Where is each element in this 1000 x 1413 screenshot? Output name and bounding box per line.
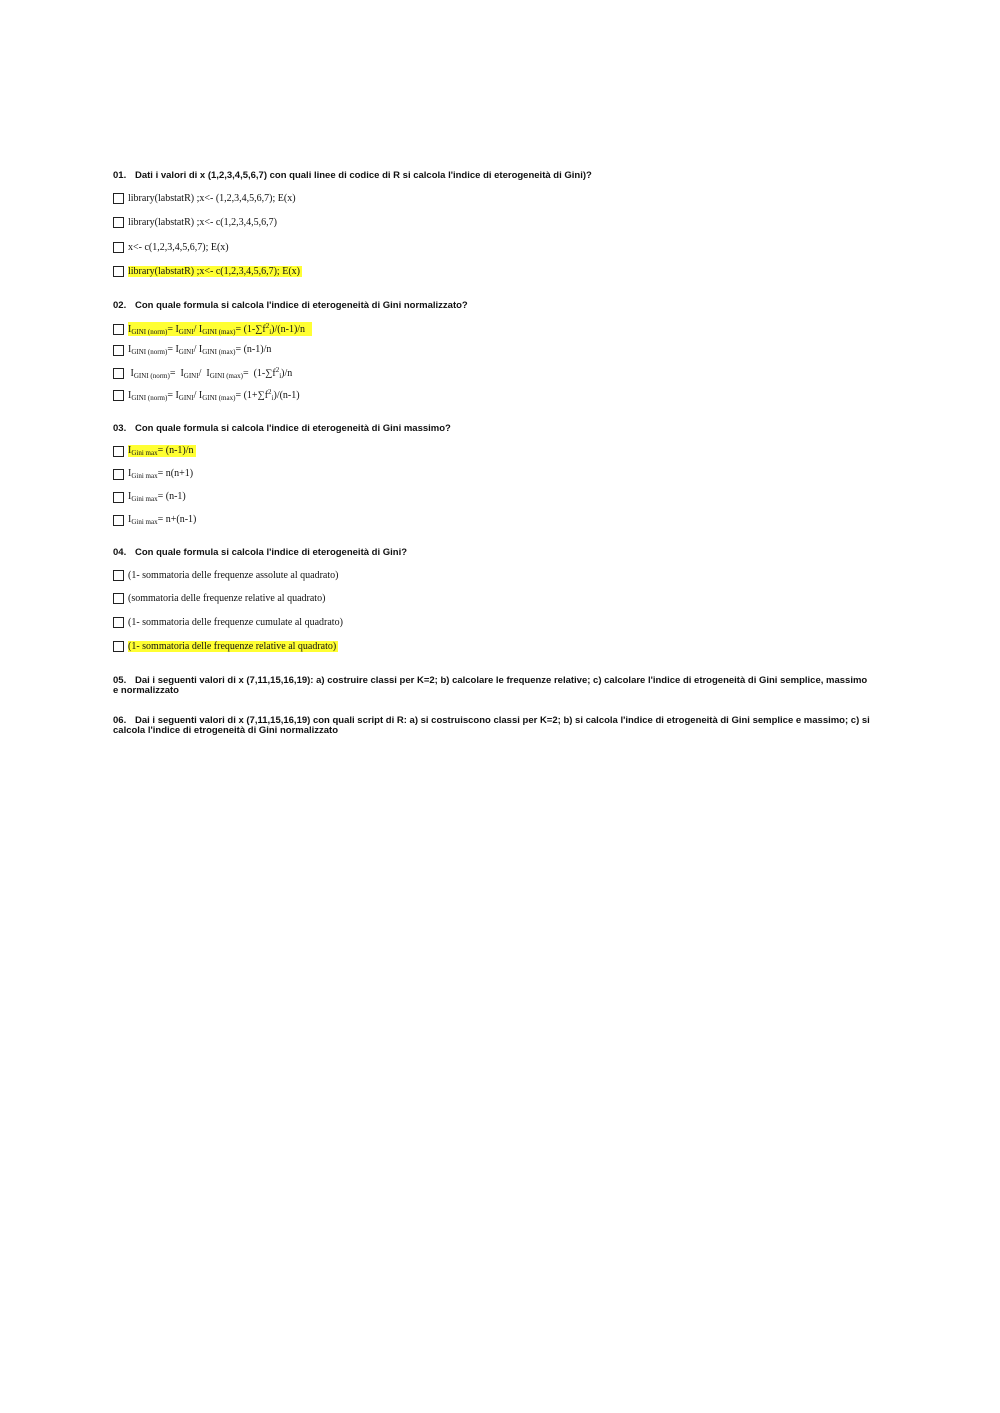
checkbox[interactable] [113, 492, 124, 503]
checkbox[interactable] [113, 266, 124, 277]
formula-text: $I_{GINI (norm)}= I_{GINI}/$ $I_{GINI (max)}= (n-1)/n$ [128, 344, 272, 356]
question-04 [113, 548, 873, 558]
checkbox[interactable] [113, 345, 124, 356]
q2-option-a[interactable] [113, 322, 312, 336]
q1-option-d[interactable] [113, 264, 302, 278]
question-text: Dai i seguenti valori di x (7,11,15,16,19): a) costruire classi per K=2; b) calcolare le frequenze relative; c) calcolare l'indice di etrogeneità di Gini semplice, massimo e normalizzato [113, 675, 868, 696]
option-text: (1- sommatoria delle frequenze cumulate al quadrato) [128, 616, 343, 628]
question-text: Dai i seguenti valori di x (7,11,15,16,19) con quali script di R: a) si costruiscono classi per K=2; b) si calcola l'indice di etrogeneità di Gini semplice e massimo; c) si calcola l'indice di etrogeneità di Gini normalizzato [113, 715, 870, 736]
checkbox[interactable] [113, 446, 124, 457]
checkbox[interactable] [113, 570, 124, 581]
checkbox[interactable] [113, 368, 124, 379]
checkbox[interactable] [113, 593, 124, 604]
q1-option-a[interactable] [113, 191, 298, 205]
option-text: (sommatoria delle frequenze relative al quadrato) [128, 592, 326, 604]
q4-option-b[interactable] [113, 591, 327, 605]
checkbox[interactable] [113, 242, 124, 253]
checkbox[interactable] [113, 217, 124, 228]
checkbox[interactable] [113, 515, 124, 526]
checkbox[interactable] [113, 617, 124, 628]
q4-option-c[interactable] [113, 615, 345, 629]
formula-text: $I_{Gini max}= n(n+1)$ [128, 468, 194, 480]
question-01 [113, 171, 873, 181]
formula-text: $I_{GINI (norm)}= I_{GINI}/$ $I_{GINI (max)}= (1+\sum f^2_i)/(n-1)$ [128, 388, 300, 402]
question-number: 01. [113, 170, 127, 181]
formula-text-highlighted: $I_{Gini max}= (n-1)/n$ [128, 445, 194, 457]
question-text: Con quale formula si calcola l'indice di eterogeneità di Gini? [135, 547, 408, 558]
q2-option-c[interactable] [113, 366, 294, 380]
formula-text: $I_{GINI (norm)}= I_{GINI}/$ $I_{GINI (max)}= (1-\sum f^2_i)/n$ [130, 366, 293, 380]
q2-option-b[interactable] [113, 343, 273, 357]
checkbox[interactable] [113, 641, 124, 652]
formula-text: $I_{Gini max}= n+(n-1)$ [128, 514, 197, 526]
question-02 [113, 301, 873, 311]
q3-option-d[interactable] [113, 513, 198, 527]
checkbox[interactable] [113, 390, 124, 401]
q4-option-d[interactable] [113, 639, 338, 653]
q2-option-d[interactable] [113, 388, 302, 402]
question-number: 02. [113, 300, 127, 311]
question-number: 06. [113, 715, 127, 726]
question-03 [113, 424, 873, 434]
question-text: Con quale formula si calcola l'indice di eterogeneità di Gini massimo? [135, 423, 451, 434]
q1-option-b[interactable] [113, 215, 279, 229]
option-text: (1- sommatoria delle frequenze assolute al quadrato) [128, 569, 339, 581]
option-text-highlighted: (1- sommatoria delle frequenze relative al quadrato) [128, 640, 337, 652]
checkbox[interactable] [113, 469, 124, 480]
option-text-highlighted: library(labstatR) ;x<- c(1,2,3,4,5,6,7); E(x) [128, 265, 300, 277]
question-number: 03. [113, 423, 127, 434]
option-text: library(labstatR) ;x<- c(1,2,3,4,5,6,7) [128, 216, 277, 228]
formula-text-highlighted: $I_{GINI (norm)}= I_{GINI}/$ $I_{GINI (max)}= (1-\sum f^2_i)/(n-1)/n$ [128, 322, 312, 336]
question-number: 04. [113, 547, 127, 558]
q1-option-c[interactable] [113, 240, 231, 254]
option-text: library(labstatR) ;x<- (1,2,3,4,5,6,7); E(x) [128, 192, 296, 204]
question-text: Dati i valori di x (1,2,3,4,5,6,7) con quali linee di codice di R si calcola l'indice di eterogeneità di Gini)? [135, 170, 592, 181]
question-number: 05. [113, 675, 127, 686]
q3-option-a[interactable] [113, 444, 196, 458]
q4-option-a[interactable] [113, 568, 340, 582]
question-text: Con quale formula si calcola l'indice di eterogeneità di Gini normalizzato? [135, 300, 468, 311]
checkbox[interactable] [113, 193, 124, 204]
question-06 [113, 716, 873, 736]
q3-option-b[interactable] [113, 467, 195, 481]
checkbox[interactable] [113, 324, 124, 335]
question-05 [113, 676, 873, 696]
option-text: x<- c(1,2,3,4,5,6,7); E(x) [128, 241, 229, 253]
formula-text: $I_{Gini max}= (n-1)$ [128, 491, 186, 503]
q3-option-c[interactable] [113, 490, 188, 504]
